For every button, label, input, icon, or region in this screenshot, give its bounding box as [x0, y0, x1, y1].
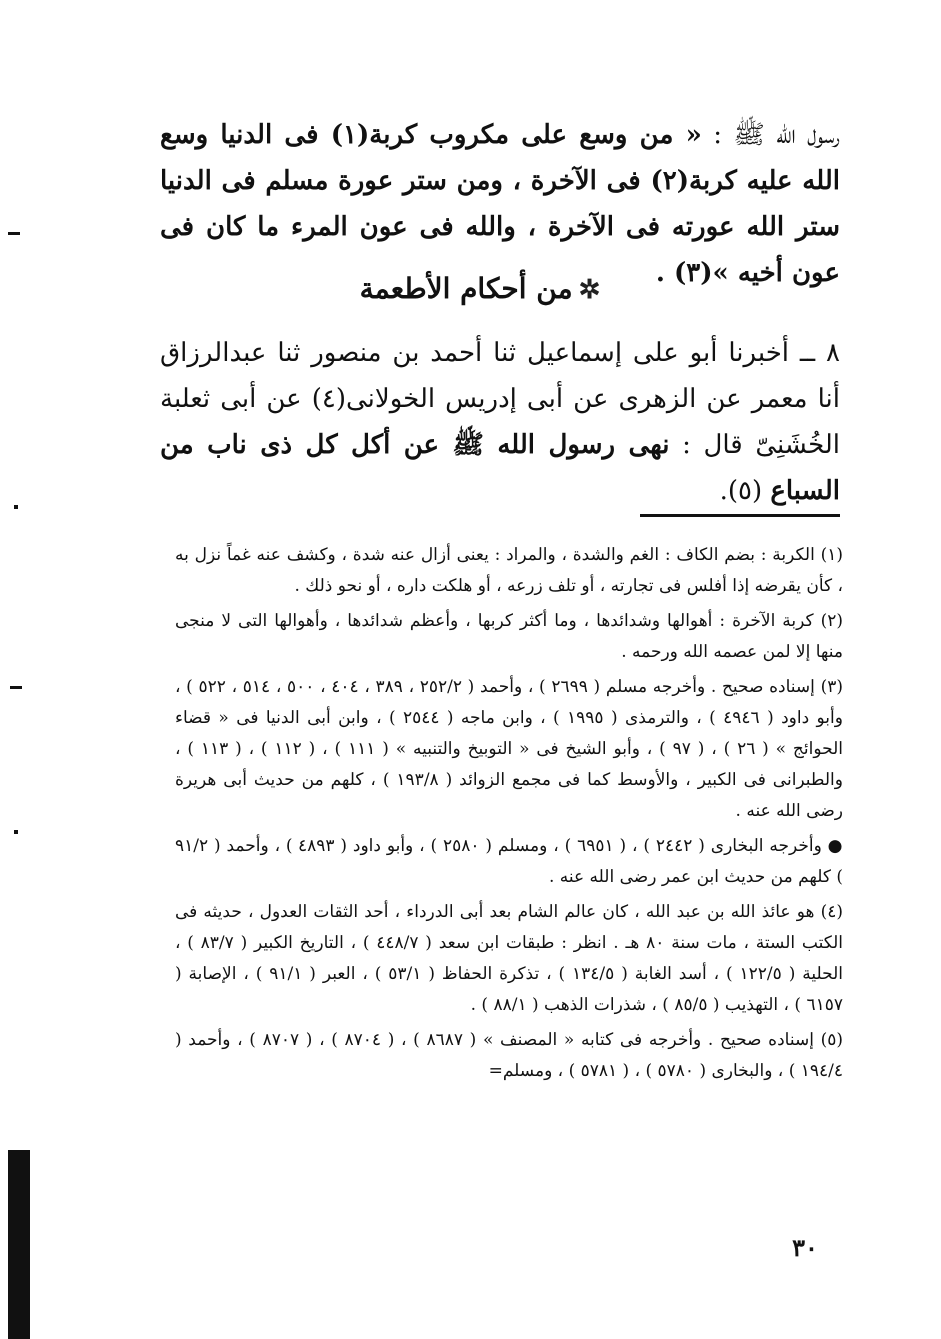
paragraph-2-isnad: ٨ ــ أخبرنا أبو على إسماعيل ثنا أحمد بن منصور ثنا عبدالرزاق أنا معمر عن الزهرى عن أبى إدريس الخولانى(٤) عن أبى ثعلبة الخُشَنِىّ قال : — [160, 338, 841, 460]
scan-edge-mark — [14, 505, 18, 509]
hadith-paragraph-1 — [160, 112, 840, 296]
footnote-3-addendum: ● وأخرجه البخارى ( ٢٤٤٢ ) ، ( ٦٩٥١ ) ، ومسلم ( ٢٥٨٠ ) ، وأبو داود ( ٤٨٩٣ ) ، وأحمد ( ٩١/٢ ) كلهم من حديث ابن عمر رضى الله عنه . — [175, 836, 843, 887]
scan-binding-shadow — [8, 1150, 30, 1339]
footnote-5: (٥) إسناده صحيح . وأخرجه فى كتابه « المصنف » ( ٨٦٨٧ ) ، ( ٨٧٠٤ ) ، ( ٨٧٠٧ ) ، وأحمد ( ١٩٤/٤ ) ، والبخارى ( ٥٧٨٠ ) ، ( ٥٧٨١ ) ، ومسلم= — [175, 1030, 843, 1081]
footnote-4: (٤) هو عائذ الله بن عبد الله ، كان عالم الشام بعد أبى الدرداء ، أحد الثقات العدول ، حديثه فى الكتب الستة ، مات سنة ٨٠ هـ . انظر : طبقات ابن سعد ( ٤٤٨/٧ ) ، التاريخ الكبير ( ٨٣/٧ ) ، الحلية ( ١٢٢/٥ ) ، أسد الغابة ( ١٣٤/٥ ) ، تذكرة الحفاظ ( ٥٣/١ ) ، العبر ( ٩١/١ ) ، الإصابة ( ٦١٥٧ ) ، التهذيب ( ٨٥/٥ ) ، شذرات الذهب ( ٨٨/١ ) . — [175, 902, 843, 1015]
footnote-3: (٣) إسناده صحيح . وأخرجه مسلم ( ٢٦٩٩ ) ، وأحمد ( ٢٥٢/٢ ، ٣٨٩ ، ٤٠٤ ، ٥٠٠ ، ٥١٤ ، ٥٢٢ ) ، وأبو داود ( ٤٩٤٦ ) ، والترمذى ( ١٩٩٥ ) ، وابن ماجه ( ٢٥٤٤ ) ، وابن أبى الدنيا فى « قضاء الحوائج » ( ٢٦ ) ، ( ٩٧ ) ، وأبو الشيخ فى « التوبيخ والتنبيه » ( ١١١ ) ، ( ١١٢ ) ، ( ١١٣ ) ، والطبرانى فى الكبير ، والأوسط كما فى مجمع الزوائد ( ١٩٣/٨ ) ، كلهم من حديث أبى هريرة رضى الله عنه . — [175, 677, 844, 821]
flower-ornament-icon: ✲ — [578, 275, 601, 305]
hadith-paragraph-2 — [160, 330, 840, 514]
section-heading-text: من أحكام الأطعمة — [359, 272, 573, 305]
footnote-1: (١) الكربة : بضم الكاف : الغم والشدة ، والمراد : يعنى أزال عنه شدة ، وكشف عنه غماً نزل به ، كأن يقرضه إذا أفلس فى تجارته ، أو تلف زرعه ، أو هلكت داره ، أو نحو ذلك . — [175, 545, 843, 596]
page-number: ٣٠ — [792, 1233, 818, 1262]
paragraph-1-hadith-text: « من وسع على مكروب كربة(١) فى الدنيا وسع الله عليه كربة(٢) فى الآخرة ، ومن ستر عورة مسلم فى الدنيا ستر الله عورته فى الآخرة ، والله فى عون المرء ما كان فى عون أخيه »(٣) . — [160, 120, 840, 288]
scan-edge-mark — [10, 686, 22, 689]
footnote-2: (٢) كربة الآخرة : أهوالها وشدائدها ، وما أكثر كربها ، وأعظم شدائدها ، وأهوالها التى لا منجى منها إلا لمن عصمه الله ورحمه . — [175, 611, 843, 662]
paragraph-1-prefix: رسول الله ﷺ : — [701, 120, 840, 150]
paragraph-2-hadith-text: نهى رسول الله ﷺ عن أكل كل ذى ناب من السباع — [160, 430, 840, 506]
scan-edge-mark — [14, 830, 18, 834]
scan-edge-mark — [8, 232, 20, 235]
footnote-divider — [640, 514, 840, 517]
footnotes — [175, 540, 843, 1091]
paragraph-2-footnote-ref: (٥). — [719, 476, 771, 506]
section-heading — [300, 272, 660, 305]
